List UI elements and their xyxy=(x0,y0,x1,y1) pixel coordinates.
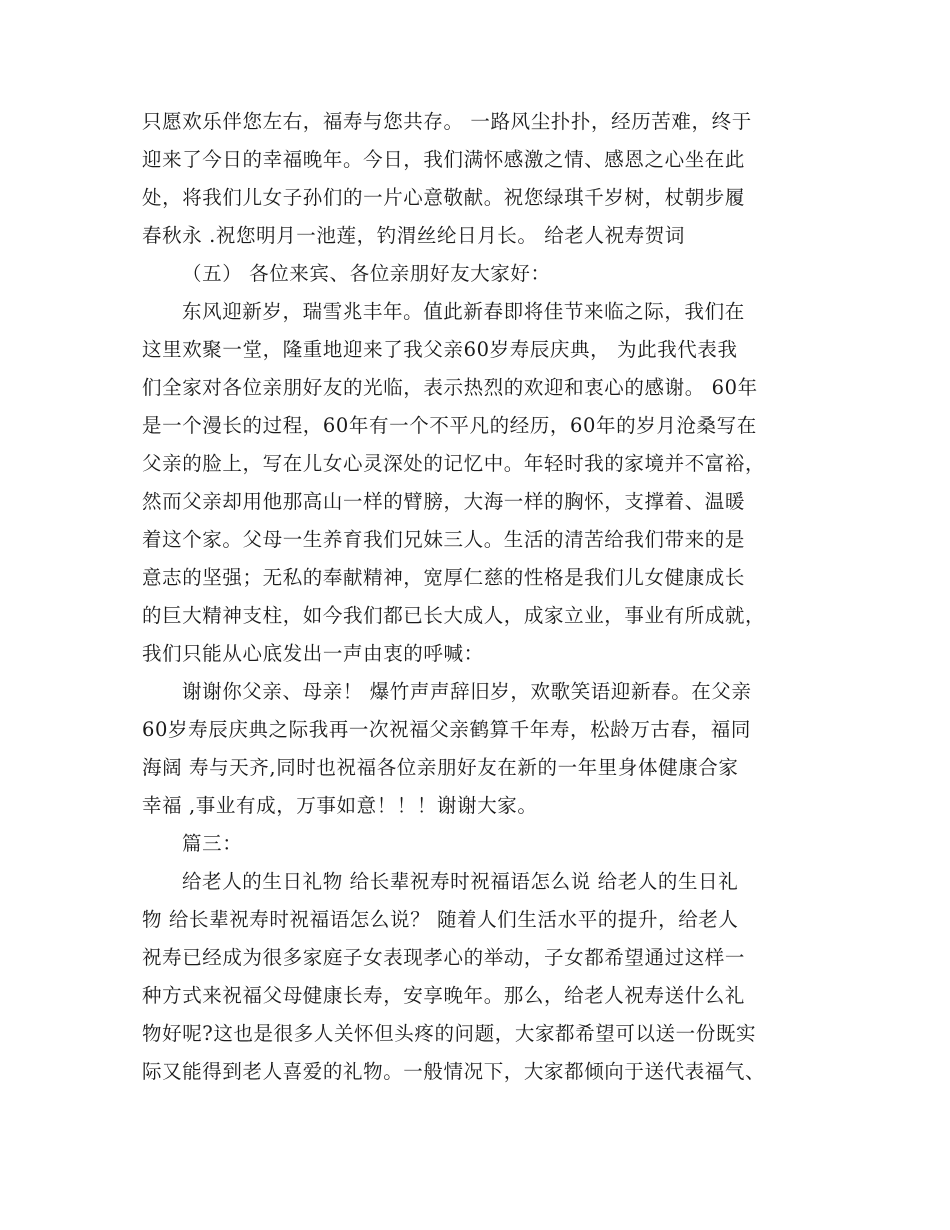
text-line: 的巨大精神支柱，如今我们都已长大成人，成家立业，事业有所成就， xyxy=(142,604,766,627)
text-line: 处，将我们儿女子孙们的一片心意敬献。祝您绿琪千岁树，杖朝步履 xyxy=(142,186,746,209)
text-line: 父亲的脸上，写在儿女心灵深处的记忆中。年轻时我的家境并不富裕， xyxy=(142,452,766,475)
text-line: 种方式来祝福父母健康长寿，安享晚年。那么，给老人祝寿送什么礼 xyxy=(142,984,746,1007)
text-line: 我们只能从心底发出一声由衷的呼喊： xyxy=(142,642,484,665)
text-line: 春秋永 .祝您明月一池莲，钓渭丝纶日月长。 给老人祝寿贺词 xyxy=(142,224,685,247)
text-line: 际又能得到老人喜爱的礼物。一般情况下，大家都倾向于送代表福气、 xyxy=(142,1060,766,1083)
paragraph-start: 东风迎新岁，瑞雪兆丰年。值此新春即将佳节来临之际，我们在 xyxy=(182,300,745,323)
text-line: 着这个家。父母一生养育我们兄妹三人。生活的清苦给我们带来的是 xyxy=(142,528,746,551)
text-line: 海阔 寿与天齐,同时也祝福各位亲朋好友在新的一年里身体健康合家 xyxy=(142,756,739,779)
text-line: 物 给长辈祝寿时祝福语怎么说？ 随着人们生活水平的提升，给老人 xyxy=(142,908,739,931)
text-line: 们全家对各位亲朋好友的光临，表示热烈的欢迎和衷心的感谢。 60年 xyxy=(142,376,758,399)
text-line: 幸福 ,事业有成，万事如意！！！谢谢大家。 xyxy=(142,794,538,817)
text-line: 60岁寿辰庆典之际我再一次祝福父亲鹤算千年寿，松龄万古春，福同 xyxy=(142,718,751,741)
text-line: 祝寿已经成为很多家庭子女表现孝心的举动，子女都希望通过这样一 xyxy=(142,946,746,969)
text-line: 意志的坚强；无私的奉献精神，宽厚仁慈的性格是我们儿女健康成长 xyxy=(142,566,746,589)
paragraph-start: 谢谢你父亲、母亲！ 爆竹声声辞旧岁，欢歌笑语迎新春。在父亲 xyxy=(182,680,752,703)
text-line: 这里欢聚一堂，隆重地迎来了我父亲60岁寿辰庆典， 为此我代表我 xyxy=(142,338,738,361)
text-line: 是一个漫长的过程，60年有一个不平凡的经历，60年的岁月沧桑写在 xyxy=(142,414,757,437)
paragraph-start: 给老人的生日礼物 给长辈祝寿时祝福语怎么说 给老人的生日礼 xyxy=(182,870,739,893)
text-line: 只愿欢乐伴您左右，福寿与您共存。 一路风尘扑扑，经历苦难，终于 xyxy=(142,110,752,133)
text-line: 迎来了今日的幸福晚年。今日，我们满怀感激之情、感恩之心坐在此 xyxy=(142,148,746,171)
text-line: 物好呢?这也是很多人关怀但头疼的问题，大家都希望可以送一份既实 xyxy=(142,1022,757,1045)
section-heading: （五） 各位来宾、各位亲朋好友大家好： xyxy=(182,262,551,285)
section-heading: 篇三： xyxy=(182,832,243,855)
text-line: 然而父亲却用他那高山一样的臂膀，大海一样的胸怀，支撑着、温暖 xyxy=(142,490,746,513)
